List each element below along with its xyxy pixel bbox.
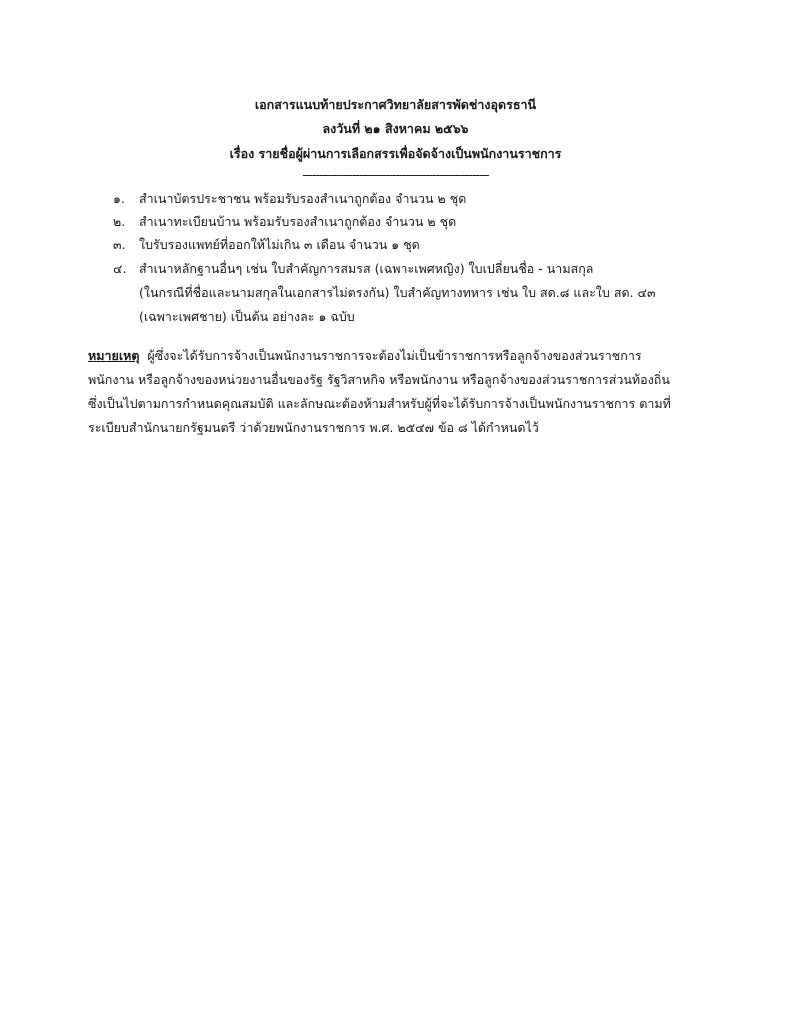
note-paragraph-line: ระเบียบสำนักนายกรัฐมนตรี ว่าด้วยพนักงานราชการ พ.ศ. ๒๕๔๗ ข้อ ๘ ได้กำหนดไว้ <box>88 420 539 435</box>
list-item-text: ใบรับรองแพทย์ที่ออกให้ไม่เกิน ๓ เดือน จำนวน ๑ ชุด <box>139 237 420 252</box>
list-item-number: ๒. <box>113 214 126 229</box>
list-item-number: ๓. <box>113 237 126 252</box>
list-item <box>113 237 420 253</box>
document-title: เอกสารแนบท้ายประกาศวิทยาลัยสารพัดช่างอุดรธานี <box>254 97 537 112</box>
header-divider: -------------------------------------------------------- <box>302 168 489 182</box>
note-label: หมายเหตุ <box>88 348 140 363</box>
note-paragraph-line: พนักงาน หรือลูกจ้างของหน่วยงานอื่นของรัฐ รัฐวิสาหกิจ หรือพนักงาน หรือลูกจ้างของส่วนราชการส่วนท้องถิ่น <box>88 372 670 387</box>
note-paragraph-line <box>88 348 642 364</box>
list-item-text: สำเนาหลักฐานอื่นๆ เช่น ใบสำคัญการสมรส (เฉพาะเพศหญิง) ใบเปลี่ยนชื่อ - นามสกุล <box>139 261 594 276</box>
list-item <box>113 191 466 207</box>
list-item <box>113 214 456 230</box>
list-item-number: ๑. <box>113 191 125 206</box>
list-item-text: สำเนาทะเบียนบ้าน พร้อมรับรองสำเนาถูกต้อง จำนวน ๒ ชุด <box>139 214 457 229</box>
list-item-text: สำเนาบัตรประชาชน พร้อมรับรองสำเนาถูกต้อง จำนวน ๒ ชุด <box>139 191 467 206</box>
list-item-number: ๔. <box>113 261 127 276</box>
note-text: ผู้ซึ่งจะได้รับการจ้างเป็นพนักงานราชการจะต้องไม่เป็นข้าราชการหรือลูกจ้างของส่วนราชการ <box>139 348 642 363</box>
document-subject: เรื่อง รายชื่อผู้ผ่านการเลือกสรรเพื่อจัดจ้างเป็นพนักงานราชการ <box>229 146 562 161</box>
list-item-continuation: (ในกรณีที่ชื่อและนามสกุลในเอกสารไม่ตรงกัน) ใบสำคัญทางทหาร เช่น ใบ สด.๘ และใบ สด. ๔๓ <box>139 285 656 300</box>
list-item-continuation: (เฉพาะเพศชาย) เป็นต้น อย่างละ ๑ ฉบับ <box>139 309 355 324</box>
note-paragraph-line: ซึ่งเป็นไปตามการกำหนดคุณสมบัติ และลักษณะต้องห้ามสำหรับผู้ที่จะได้รับการจ้างเป็นพนักงานราชการ ตามที่ <box>88 396 671 411</box>
list-item <box>113 261 593 277</box>
document-date: ลงวันที่ ๒๑ สิงหาคม ๒๕๖๖ <box>322 121 469 136</box>
